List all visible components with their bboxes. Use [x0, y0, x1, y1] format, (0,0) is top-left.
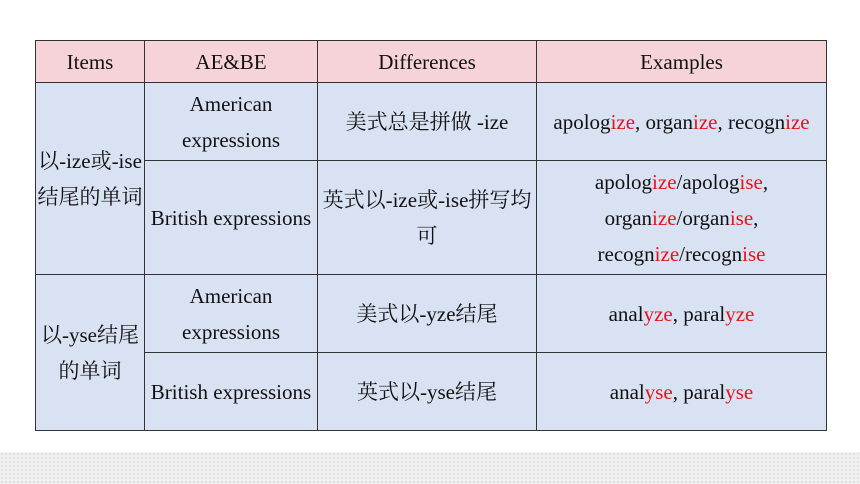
highlighted-suffix: yse	[644, 379, 673, 404]
highlighted-suffix: ize	[610, 109, 636, 134]
highlighted-suffix: ize	[652, 205, 677, 230]
examples-cell	[537, 275, 827, 353]
header-row	[36, 41, 827, 83]
example-text: , paral	[672, 379, 726, 404]
example-text: recogn	[597, 241, 655, 266]
type-american: American expressions	[145, 275, 318, 353]
examples-cell	[537, 161, 827, 275]
header-differences: Differences	[318, 41, 537, 83]
example-text: anal	[609, 379, 645, 404]
type-british: British expressions	[145, 161, 318, 275]
item-ize-ise: 以-ize或-ise结尾的单词	[36, 83, 145, 275]
examples-cell	[537, 83, 827, 161]
difference-cell: 美式总是拼做 -ize	[318, 83, 537, 161]
example-text: apolog	[553, 109, 611, 134]
type-british: British expressions	[145, 353, 318, 431]
difference-cell: 英式以-yse结尾	[318, 353, 537, 431]
highlighted-suffix: ise	[739, 169, 763, 194]
highlighted-suffix: ize	[652, 169, 677, 194]
example-text: /organ	[676, 205, 730, 230]
example-text: anal	[608, 301, 644, 326]
table-row	[36, 275, 827, 353]
highlighted-suffix: yze	[643, 301, 673, 326]
example-text: /apolog	[676, 169, 740, 194]
example-text: ,	[753, 205, 759, 230]
table-row	[36, 161, 827, 275]
header-items: Items	[36, 41, 145, 83]
highlighted-suffix: ize	[785, 109, 810, 134]
bottom-decorative-band	[0, 452, 860, 484]
highlighted-suffix: yse	[725, 379, 754, 404]
type-american: American expressions	[145, 83, 318, 161]
difference-cell: 美式以-yze结尾	[318, 275, 537, 353]
ae-be-spelling-table	[35, 40, 827, 431]
item-yse: 以-yse结尾的单词	[36, 275, 145, 431]
highlighted-suffix: ize	[692, 109, 718, 134]
example-text: ,	[762, 169, 769, 194]
example-text: , paral	[672, 301, 726, 326]
highlighted-suffix: yze	[725, 301, 755, 326]
examples-cell	[537, 353, 827, 431]
example-text: organ	[604, 205, 653, 230]
table-row	[36, 353, 827, 431]
highlighted-suffix: ise	[742, 241, 766, 266]
highlighted-suffix: ise	[729, 205, 754, 230]
header-ae-be: AE&BE	[145, 41, 318, 83]
example-text: , recogn	[717, 109, 786, 134]
highlighted-suffix: ize	[654, 241, 680, 266]
example-text: /recogn	[679, 241, 743, 266]
example-text: , organ	[635, 109, 693, 134]
header-examples: Examples	[537, 41, 827, 83]
example-text: apolog	[594, 169, 653, 194]
difference-cell: 英式以-ize或-ise拼写均可	[318, 161, 537, 275]
table-row	[36, 83, 827, 161]
